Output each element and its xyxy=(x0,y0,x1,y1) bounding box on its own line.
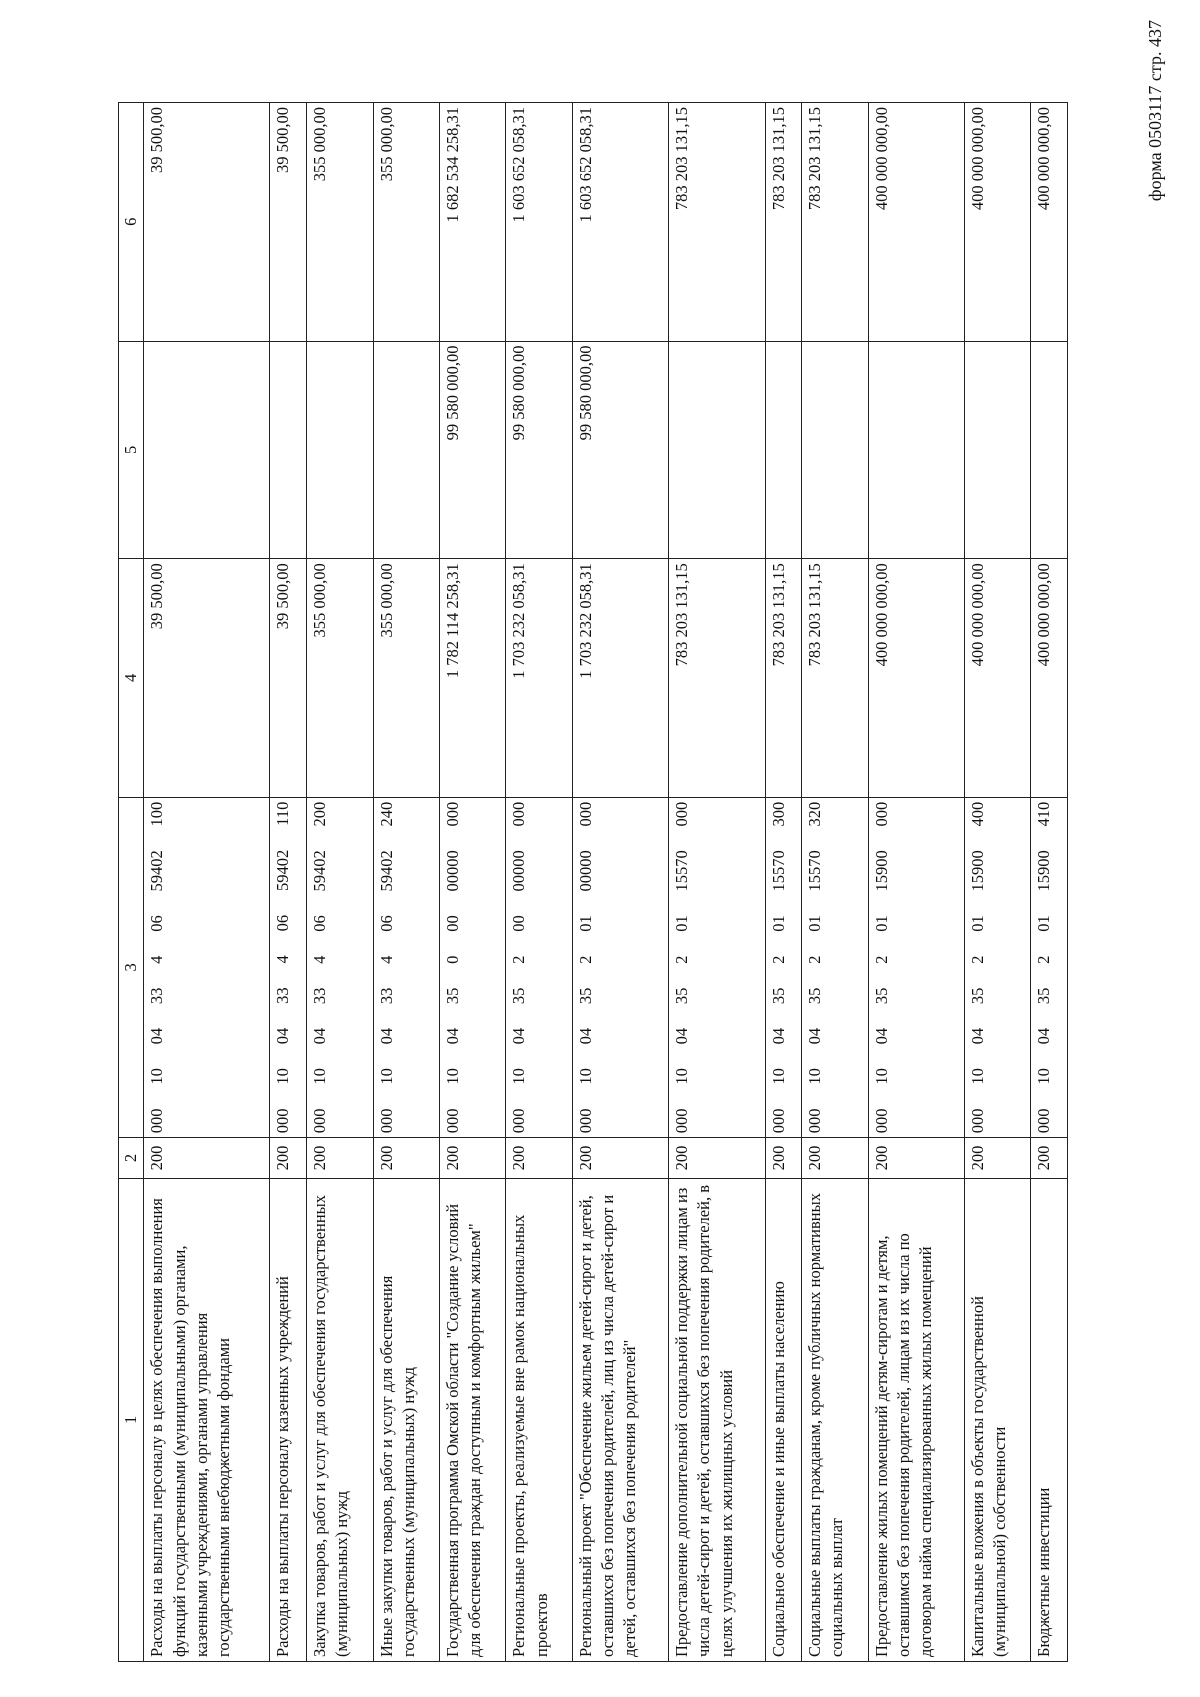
code-segment: 59402 xyxy=(147,850,167,892)
code-segment: 35 xyxy=(575,987,595,1005)
line-code-cell: 200 xyxy=(802,1138,868,1179)
unexecuted-amount-cell: 355 000,00 xyxy=(307,103,373,342)
classification-code-cell xyxy=(144,797,270,1138)
code-segment: 35 xyxy=(805,987,825,1005)
row-name-cell: Предоставление жилых помещений детям-сиротам и детям, оставшимся без попечения родителей, лицам из их числа по договорам найма специализированных жилых помещений xyxy=(868,1178,964,1661)
approved-amount-cell: 39 500,00 xyxy=(270,559,307,797)
classification-code-cell xyxy=(964,797,1030,1138)
code-segment: 01 xyxy=(672,915,692,932)
code-segment: 10 xyxy=(376,1068,396,1085)
executed-amount-cell xyxy=(802,341,868,559)
code-segment: 01 xyxy=(967,915,987,932)
classification-code-cell xyxy=(373,797,439,1138)
code-segment: 04 xyxy=(967,1027,987,1045)
code-segment: 000 xyxy=(871,1108,891,1134)
unexecuted-amount-cell: 783 203 131,15 xyxy=(802,103,868,342)
code-segment: 04 xyxy=(376,1027,396,1045)
table-row xyxy=(964,103,1030,1662)
classification-code xyxy=(871,802,893,1134)
code-segment: 35 xyxy=(509,987,529,1005)
code-segment: 000 xyxy=(509,801,529,827)
code-segment: 59402 xyxy=(310,850,330,892)
code-segment: 33 xyxy=(310,987,330,1005)
line-code-cell: 200 xyxy=(1031,1138,1068,1179)
classification-code xyxy=(671,802,693,1134)
code-segment: 000 xyxy=(967,1108,987,1134)
code-segment: 2 xyxy=(967,955,987,964)
executed-amount-cell xyxy=(765,341,802,559)
classification-code-cell xyxy=(802,797,868,1138)
code-segment: 410 xyxy=(1034,801,1054,827)
code-segment: 00000 xyxy=(509,850,529,892)
code-segment: 2 xyxy=(509,955,529,964)
code-segment: 10 xyxy=(805,1068,825,1085)
code-segment: 200 xyxy=(310,801,330,827)
row-name-cell: Расходы на выплаты персоналу в целях обеспечения выполнения функций государственными (муниципальными) органами, казенными учреждениями, органами управления государственными внебюджетными фондами xyxy=(144,1178,270,1661)
code-segment: 35 xyxy=(442,987,462,1005)
classification-code-cell xyxy=(868,797,964,1138)
code-segment: 2 xyxy=(805,955,825,964)
column-header-1: 1 xyxy=(119,1178,144,1661)
line-code-cell: 200 xyxy=(506,1138,572,1179)
executed-amount-cell: 99 580 000,00 xyxy=(572,341,668,559)
code-segment: 000 xyxy=(672,1108,692,1134)
code-segment: 000 xyxy=(1034,1108,1054,1134)
table-row xyxy=(506,103,572,1662)
code-segment: 04 xyxy=(1034,1027,1054,1045)
executed-amount-cell xyxy=(669,341,765,559)
code-segment: 000 xyxy=(768,1108,788,1134)
rotated-page xyxy=(118,102,1068,1662)
executed-amount-cell xyxy=(373,341,439,559)
code-segment: 000 xyxy=(273,1108,293,1134)
code-segment: 000 xyxy=(376,1108,396,1134)
code-segment: 15900 xyxy=(967,850,987,892)
code-segment: 10 xyxy=(442,1068,462,1085)
approved-amount-cell: 400 000 000,00 xyxy=(868,559,964,797)
line-code-cell: 200 xyxy=(669,1138,765,1179)
classification-code xyxy=(804,802,826,1134)
executed-amount-cell xyxy=(144,341,270,559)
column-header-3: 3 xyxy=(119,797,144,1138)
unexecuted-amount-cell: 39 500,00 xyxy=(144,103,270,342)
executed-amount-cell xyxy=(270,341,307,559)
code-segment: 01 xyxy=(805,915,825,932)
classification-code-cell xyxy=(765,797,802,1138)
code-segment: 4 xyxy=(147,955,167,964)
code-segment: 10 xyxy=(310,1068,330,1085)
code-segment: 59402 xyxy=(376,850,396,892)
code-segment: 100 xyxy=(147,801,167,827)
code-segment: 04 xyxy=(672,1027,692,1045)
code-segment: 000 xyxy=(805,1108,825,1134)
classification-code-cell xyxy=(669,797,765,1138)
code-segment: 2 xyxy=(871,955,891,964)
unexecuted-amount-cell: 783 203 131,15 xyxy=(765,103,802,342)
executed-amount-cell xyxy=(1031,341,1068,559)
line-code-cell: 200 xyxy=(964,1138,1030,1179)
row-name-cell: Иные закупки товаров, работ и услуг для обеспечения государственных (муниципальных) нужд xyxy=(373,1178,439,1661)
code-segment: 06 xyxy=(273,914,293,932)
code-segment: 10 xyxy=(871,1068,891,1085)
code-segment: 04 xyxy=(273,1027,293,1045)
code-segment: 04 xyxy=(442,1027,462,1045)
unexecuted-amount-cell: 783 203 131,15 xyxy=(669,103,765,342)
code-segment: 10 xyxy=(273,1068,293,1085)
code-segment: 15900 xyxy=(1034,850,1054,892)
code-segment: 400 xyxy=(967,801,987,827)
classification-code-cell xyxy=(270,797,307,1138)
classification-code-cell xyxy=(307,797,373,1138)
code-segment: 10 xyxy=(575,1068,595,1085)
code-segment: 04 xyxy=(768,1027,788,1045)
form-page-label: форма 0503117 стр. 437 xyxy=(1145,20,1165,202)
unexecuted-amount-cell: 400 000 000,00 xyxy=(868,103,964,342)
table-row xyxy=(802,103,868,1662)
code-segment: 01 xyxy=(871,915,891,932)
approved-amount-cell: 355 000,00 xyxy=(307,559,373,797)
line-code-cell: 200 xyxy=(572,1138,668,1179)
row-name-cell: Региональные проекты, реализуемые вне рамок национальных проектов xyxy=(506,1178,572,1661)
approved-amount-cell: 1 782 114 258,31 xyxy=(439,559,505,797)
code-segment: 10 xyxy=(1034,1068,1054,1085)
code-segment: 000 xyxy=(871,801,891,827)
row-name-cell: Расходы на выплаты персоналу казенных учреждений xyxy=(270,1178,307,1661)
line-code-cell: 200 xyxy=(765,1138,802,1179)
classification-code xyxy=(442,802,464,1134)
code-segment: 35 xyxy=(1034,987,1054,1005)
code-segment: 35 xyxy=(672,987,692,1005)
table-row xyxy=(669,103,765,1662)
code-segment: 4 xyxy=(376,955,396,964)
approved-amount-cell: 39 500,00 xyxy=(144,559,270,797)
executed-amount-cell xyxy=(307,341,373,559)
column-header-4: 4 xyxy=(119,559,144,797)
code-segment: 00 xyxy=(509,915,529,932)
row-name-cell: Капитальные вложения в объекты государственной (муниципальной) собственности xyxy=(964,1178,1030,1661)
row-name-cell: Закупка товаров, работ и услуг для обеспечения государственных (муниципальных) нужд xyxy=(307,1178,373,1661)
classification-code xyxy=(272,802,294,1134)
classification-code xyxy=(967,802,989,1134)
code-segment: 2 xyxy=(672,955,692,964)
column-header-2: 2 xyxy=(119,1138,144,1179)
code-segment: 10 xyxy=(672,1068,692,1085)
code-segment: 04 xyxy=(310,1027,330,1045)
code-segment: 4 xyxy=(310,955,330,964)
unexecuted-amount-cell: 1 603 652 058,31 xyxy=(506,103,572,342)
code-segment: 06 xyxy=(376,915,396,932)
budget-execution-table xyxy=(118,102,1068,1662)
code-segment: 04 xyxy=(147,1027,167,1045)
unexecuted-amount-cell: 355 000,00 xyxy=(373,103,439,342)
row-name-cell: Социальное обеспечение и иные выплаты населению xyxy=(765,1178,802,1661)
executed-amount-cell xyxy=(868,341,964,559)
line-code-cell: 200 xyxy=(868,1138,964,1179)
code-segment: 35 xyxy=(871,987,891,1005)
line-code-cell: 200 xyxy=(373,1138,439,1179)
approved-amount-cell: 783 203 131,15 xyxy=(802,559,868,797)
code-segment: 04 xyxy=(805,1027,825,1045)
approved-amount-cell: 400 000 000,00 xyxy=(1031,559,1068,797)
code-segment: 33 xyxy=(376,987,396,1005)
classification-code xyxy=(146,802,168,1134)
classification-code-cell xyxy=(1031,797,1068,1138)
row-name-cell: Региональный проект "Обеспечение жильем детей-сирот и детей, оставшихся без попечения родителей, лиц из числа детей-сирот и детей, оставшихся без попечения родителей" xyxy=(572,1178,668,1661)
code-segment: 33 xyxy=(147,987,167,1005)
table-row xyxy=(572,103,668,1662)
code-segment: 00 xyxy=(442,915,462,932)
code-segment: 15570 xyxy=(805,850,825,892)
code-segment: 000 xyxy=(442,801,462,827)
classification-code-cell xyxy=(572,797,668,1138)
classification-code-cell xyxy=(506,797,572,1138)
unexecuted-amount-cell: 1 682 534 258,31 xyxy=(439,103,505,342)
code-segment: 15900 xyxy=(871,850,891,892)
code-segment: 000 xyxy=(575,801,595,827)
approved-amount-cell: 1 703 232 058,31 xyxy=(506,559,572,797)
code-segment: 000 xyxy=(147,1108,167,1134)
code-segment: 10 xyxy=(768,1068,788,1085)
code-segment: 01 xyxy=(768,915,788,932)
code-segment: 2 xyxy=(1034,955,1054,964)
row-name-cell: Социальные выплаты гражданам, кроме публичных нормативных социальных выплат xyxy=(802,1178,868,1661)
line-code-cell: 200 xyxy=(307,1138,373,1179)
line-code-cell: 200 xyxy=(439,1138,505,1179)
code-segment: 000 xyxy=(509,1108,529,1134)
approved-amount-cell: 1 703 232 058,31 xyxy=(572,559,668,797)
classification-code xyxy=(376,802,398,1134)
code-segment: 15570 xyxy=(672,850,692,892)
table-row xyxy=(144,103,270,1662)
code-segment: 35 xyxy=(967,987,987,1005)
code-segment: 000 xyxy=(672,801,692,827)
code-segment: 04 xyxy=(509,1027,529,1045)
code-segment: 59402 xyxy=(273,849,293,891)
code-segment: 10 xyxy=(509,1068,529,1085)
code-segment: 320 xyxy=(805,801,825,827)
code-segment: 15570 xyxy=(768,850,788,892)
line-code-cell: 200 xyxy=(270,1138,307,1179)
table-row xyxy=(1031,103,1068,1662)
line-code-cell: 200 xyxy=(144,1138,270,1179)
code-segment: 10 xyxy=(147,1068,167,1085)
code-segment: 33 xyxy=(273,987,293,1004)
column-header-6: 6 xyxy=(119,103,144,342)
column-header-5: 5 xyxy=(119,341,144,559)
classification-code-cell xyxy=(439,797,505,1138)
code-segment: 4 xyxy=(273,955,293,964)
table-row xyxy=(765,103,802,1662)
unexecuted-amount-cell: 1 603 652 058,31 xyxy=(572,103,668,342)
table-row xyxy=(307,103,373,1662)
classification-code xyxy=(309,802,331,1134)
code-segment: 240 xyxy=(376,801,396,827)
table-row xyxy=(373,103,439,1662)
code-segment: 04 xyxy=(871,1027,891,1045)
code-segment: 06 xyxy=(147,915,167,932)
table-row xyxy=(270,103,307,1662)
row-name-cell: Бюджетные инвестиции xyxy=(1031,1178,1068,1661)
executed-amount-cell xyxy=(964,341,1030,559)
code-segment: 2 xyxy=(768,955,788,964)
code-segment: 01 xyxy=(575,915,595,932)
row-name-cell: Государственная программа Омской области "Создание условий для обеспечения граждан доступным и комфортным жильем" xyxy=(439,1178,505,1661)
code-segment: 000 xyxy=(575,1108,595,1134)
unexecuted-amount-cell: 400 000 000,00 xyxy=(964,103,1030,342)
table-row xyxy=(439,103,505,1662)
code-segment: 10 xyxy=(967,1068,987,1085)
classification-code xyxy=(768,802,790,1134)
executed-amount-cell: 99 580 000,00 xyxy=(439,341,505,559)
row-name-cell: Предоставление дополнительной социальной поддержки лицам из числа детей-сирот и детей, оставшихся без попечения родителей, в целях улучшения их жилищных условий xyxy=(669,1178,765,1661)
approved-amount-cell: 783 203 131,15 xyxy=(669,559,765,797)
table-row xyxy=(868,103,964,1662)
code-segment: 000 xyxy=(442,1108,462,1134)
unexecuted-amount-cell: 39 500,00 xyxy=(270,103,307,342)
classification-code xyxy=(1033,802,1055,1134)
code-segment: 06 xyxy=(310,915,330,932)
approved-amount-cell: 355 000,00 xyxy=(373,559,439,797)
code-segment: 000 xyxy=(310,1108,330,1134)
code-segment: 0 xyxy=(442,955,462,964)
classification-code xyxy=(575,802,597,1134)
code-segment: 04 xyxy=(575,1027,595,1045)
code-segment: 35 xyxy=(768,987,788,1005)
code-segment: 2 xyxy=(575,955,595,964)
executed-amount-cell: 99 580 000,00 xyxy=(506,341,572,559)
approved-amount-cell: 400 000 000,00 xyxy=(964,559,1030,797)
code-segment: 00000 xyxy=(575,850,595,892)
code-segment: 110 xyxy=(273,801,293,826)
code-segment: 300 xyxy=(768,801,788,827)
classification-code xyxy=(508,802,530,1134)
code-segment: 01 xyxy=(1034,915,1054,932)
column-number-row xyxy=(119,103,144,1662)
approved-amount-cell: 783 203 131,15 xyxy=(765,559,802,797)
unexecuted-amount-cell: 400 000 000,00 xyxy=(1031,103,1068,342)
code-segment: 00000 xyxy=(442,850,462,892)
